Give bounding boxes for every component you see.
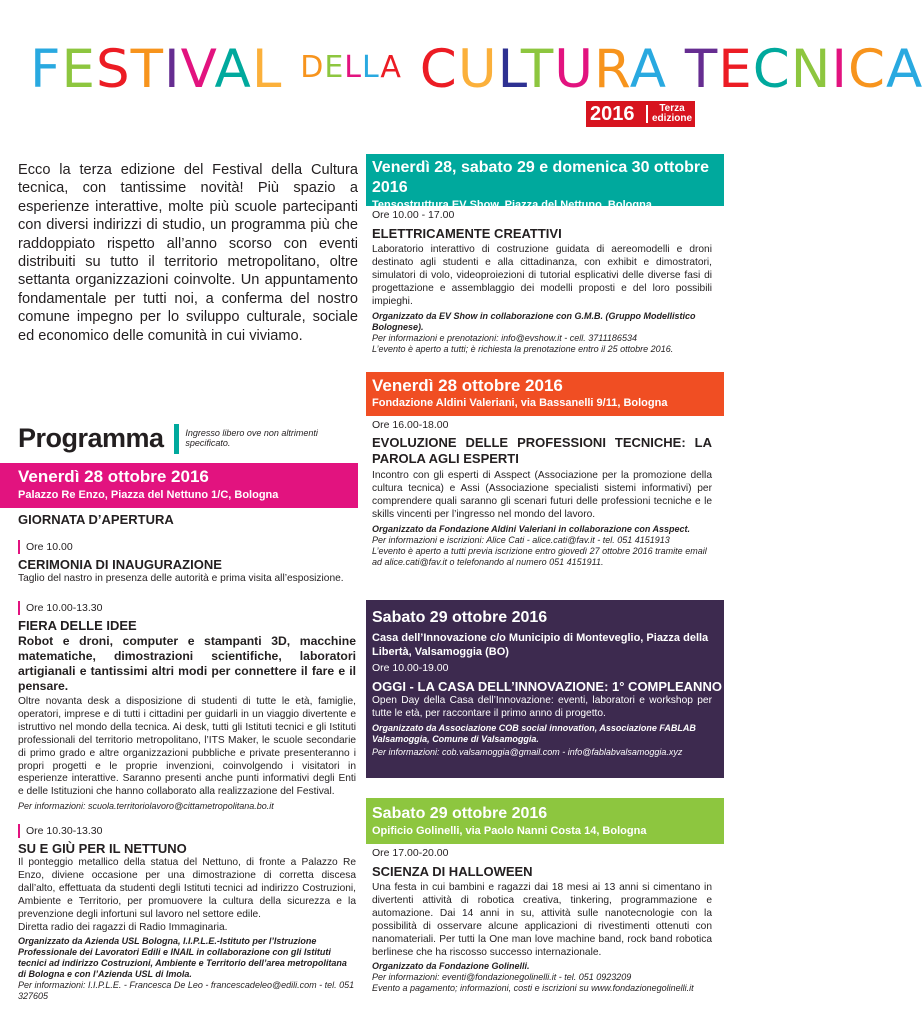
ceremony-time: Ore 10.00 — [18, 540, 356, 554]
aldini-info2: L’evento è aperto a tutti previa iscrizione entro giovedì 27 ottobre 2016 tramite email ad alice.cati@fav.it o telefonando al numero 051 4151911. — [372, 545, 707, 567]
left-day-place: Palazzo Re Enzo, Piazza del Nettuno 1/C, Bologna — [18, 489, 279, 501]
nettuno-section — [18, 824, 356, 1002]
halloween-title: SCIENZA DI HALLOWEEN — [372, 864, 533, 879]
halloween-header — [366, 798, 724, 844]
programma-bar — [174, 424, 180, 454]
badge-separator — [646, 105, 648, 123]
ev-show-section — [366, 208, 712, 355]
innovazione-date: Sabato 29 ottobre 2016 — [372, 609, 548, 626]
innovazione-time: Ore 10.00-19.00 — [372, 662, 449, 674]
nettuno-org: Organizzato da Azienda USL Bologna, I.I.P.L.E.-Istituto per l’Istruzione Professionale dei Lavoratori Edili e INAIL in collaborazione con gli Istituti tecnici ad indirizzo Costruzioni, Ambiente e Territorio dell’area metropolitana di Bologna e con l’Azienda USL di Imola. — [18, 936, 347, 980]
ev-show-body: Laboratorio interattivo di costruzione guidata di aereomodelli e droni destinato agli studenti e alla cittadinanza, con exhibit e dimostratori, simulatori di volo, videoproiezioni di tutorial esplicativi delle diverse fasi di progettazione e assemblaggio dei modelli proposti e del loro possibili impieghi. — [372, 244, 712, 307]
fiera-info: Per informazioni: scuola.territoriolavoro@cittametropolitana.bo.it — [18, 801, 274, 812]
aldini-info1: Per informazioni e iscrizioni: Alice Cati - alice.cati@fav.it - tel. 051 4151913 — [372, 534, 670, 545]
edition-line1: Terza — [659, 103, 685, 114]
opening-heading-section — [18, 512, 356, 528]
edition-badge — [586, 101, 695, 127]
halloween-section — [366, 846, 712, 994]
innovazione-org: Organizzato da Associazione COB social innovation, Associazione FABLAB Valsamoggia, Comune di Valsamoggia. — [372, 722, 696, 744]
programma-note: Ingresso libero ove non altrimenti specificato. — [185, 428, 318, 448]
aldini-time: Ore 16.00-18.00 — [372, 419, 449, 431]
nettuno-info: Per informazioni: I.I.P.L.E. - Francesca De Leo - francescadeleo@edili.com - tel. 051 327605 — [18, 980, 355, 1002]
halloween-date: Sabato 29 ottobre 2016 — [372, 805, 548, 822]
halloween-body: Una festa in cui bambini e ragazzi dai 18 mesi ai 13 anni si cimentano in divertenti attività di robotica creativa, tinkering, programmazione e automazione. Dai 14 anni in su, attività sulle nanotecnologie con la possibilità di osservare alcune applicazioni di rivestimenti ottenuti con nanomateriali. Per tutti la One man love machine band, rock band robotica berlinese che ha riscosso successo internazionale. — [372, 882, 712, 958]
edition-line2: edizione — [652, 113, 693, 124]
aldini-header — [366, 372, 724, 416]
aldini-place: Fondazione Aldini Valeriani, via Bassanelli 9/11, Bologna — [372, 397, 668, 409]
halloween-place: Opificio Golinelli, via Paolo Nanni Costa 14, Bologna — [372, 825, 647, 837]
ceremony-body: Taglio del nastro in presenza delle autorità e prima visita all’esposizione. — [18, 573, 344, 584]
innovazione-box — [366, 600, 724, 778]
halloween-time: Ore 17.00-20.00 — [372, 847, 449, 859]
ev-show-title: ELETTRICAMENTE CREATTIVI — [372, 226, 562, 241]
programma-title: Programma — [18, 423, 164, 453]
halloween-info1: Per informazioni: eventi@fondazionegolinelli.it - tel. 051 0923209 — [372, 972, 632, 983]
fiera-subtitle: Robot e droni, computer e stampanti 3D, macchine matematiche, dimostrazioni scientifiche, laboratori artigianali e tantissimi altri modi per connettere il fare e il pensare. — [18, 634, 356, 693]
aldini-org: Organizzato da Fondazione Aldini Valeriani in collaborazione con Asspect. — [372, 523, 691, 534]
innovazione-place: Casa dell’Innovazione c/o Municipio di Monteveglio, Piazza della Libertà, Valsamoggia (BO) — [372, 632, 709, 658]
ev-show-header — [366, 154, 724, 211]
ev-show-place: Tensostruttura EV Show, Piazza del Nettuno, Bologna — [372, 199, 652, 211]
aldini-title: EVOLUZIONE DELLE PROFESSIONI TECNICHE: LA PAROLA AGLI ESPERTI — [372, 435, 712, 466]
ev-show-info1: Per informazioni e prenotazioni: info@evshow.it - cell. 3711186534 — [372, 332, 637, 343]
festival-title — [30, 38, 923, 100]
innovazione-info: Per informazioni: cob.valsamoggia@gmail.com - info@fablabvalsamoggia.xyz — [372, 746, 683, 757]
fiera-time: Ore 10.00-13.30 — [18, 601, 356, 615]
nettuno-radio: Diretta radio dei ragazzi di Radio Immaginaria. — [18, 921, 228, 933]
halloween-org: Organizzato da Fondazione Golinelli. — [372, 961, 530, 972]
badge-edition — [652, 104, 692, 124]
ceremony-title: CERIMONIA DI INAUGURAZIONE — [18, 557, 222, 572]
title-festival: FESTIVAL — [30, 39, 283, 100]
halloween-info2: Evento a pagamento; informazioni, costi e iscrizioni su www.fondazionegolinelli.it — [372, 983, 694, 994]
left-day-date: Venerdì 28 ottobre 2016 — [18, 467, 209, 486]
ev-show-date: Venerdì 28, sabato 29 e domenica 30 ottobre 2016 — [372, 159, 710, 196]
aldini-body: Incontro con gli esperti di Asspect (Associazione per la promozione della cultura tecnica) e Assi (Associazione specialisti sistemi informativi) per comprendere quali saranno gli scenari futuri delle professioni tecniche e le skills vincenti per l’ingresso nel mondo del lavoro. — [372, 470, 712, 520]
programma-header — [18, 420, 358, 454]
ceremony-section — [18, 540, 356, 586]
innovazione-title: OGGI - LA CASA DELL’INNOVAZIONE: 1° COMPLEANNO — [372, 679, 722, 694]
fiera-body: Oltre novanta desk a disposizione di studenti di tutte le età, famiglie, operatori, imprese e di tutti i cittadini per guidarli in un viaggio divertente e istruttivo nel mondo della tecnica. Ai desk, tutti gli Istituti tecnici e gli Istituti professionali del territorio metropolitano, l’ITS Maker, le scuole secondarie di primo grado e altre organizzazioni pubbliche e private presenteranno i propri progetti e le proprie invenzioni, coinvolgendo i visitatori in esperienze interattive. Saranno presenti anche punti informativi degli Enti e delle Istituzioni che hanno collaborato alla realizzazione del Festival. — [18, 696, 356, 798]
fiera-title: FIERA DELLE IDEE — [18, 618, 137, 633]
fiera-section — [18, 601, 356, 812]
intro-text: Ecco la terza edizione del Festival della Cultura tecnica, con tantissime novità! Più spazio a esperienze interattive, molte più scuole partecipanti con diversi indirizzi di studio, un programma più che raddoppiato rispetto all’anno scorso con eventi distribuiti su tutto il territorio metropolitano, oltre settanta organizzazioni coinvolte. Un appuntamento fondamentale per tutti noi, a conferma del nostro comune impegno per lo sviluppo culturale, sociale ed economico delle comunità in cui viviamo. — [18, 162, 358, 344]
opening-heading: GIORNATA D’APERTURA — [18, 512, 174, 527]
title-cultura: CULTURA — [419, 39, 667, 100]
ev-show-time: Ore 10.00 - 17.00 — [372, 209, 455, 221]
innovazione-body: Open Day della Casa dell’Innovazione: eventi, laboratori e workshop per tutte le età, per raccontare il primo anno di progetto. — [372, 695, 712, 719]
ev-show-org: Organizzato da EV Show in collaborazione con G.M.B. (Gruppo Modellistico Bolognese). — [372, 310, 696, 332]
badge-year: 2016 — [590, 102, 635, 125]
aldini-date: Venerdì 28 ottobre 2016 — [372, 376, 563, 395]
ev-show-info2: L’evento è aperto a tutti; è richiesta la prenotazione entro il 25 ottobre 2016. — [372, 343, 674, 354]
aldini-section — [366, 418, 712, 568]
nettuno-title: SU E GIÙ PER IL NETTUNO — [18, 841, 187, 856]
left-day-header — [0, 463, 358, 508]
title-della: DELLA — [300, 50, 402, 85]
nettuno-time: Ore 10.30-13.30 — [18, 824, 356, 838]
nettuno-body: Il ponteggio metallico della statua del Nettuno, di fronte a Palazzo Re Enzo, diviene occasione per una dimostrazione di corretta discesa dall’alto, effettuata da studenti degli Istituti tecnici ad indirizzo Costruzioni, Ambiente e Territorio, per promuovere la cultura della sicurezza e la prevenzione degli infortuni sul lavoro nel settore edile. — [18, 857, 356, 920]
title-tecnica: TECNICA — [684, 39, 923, 100]
